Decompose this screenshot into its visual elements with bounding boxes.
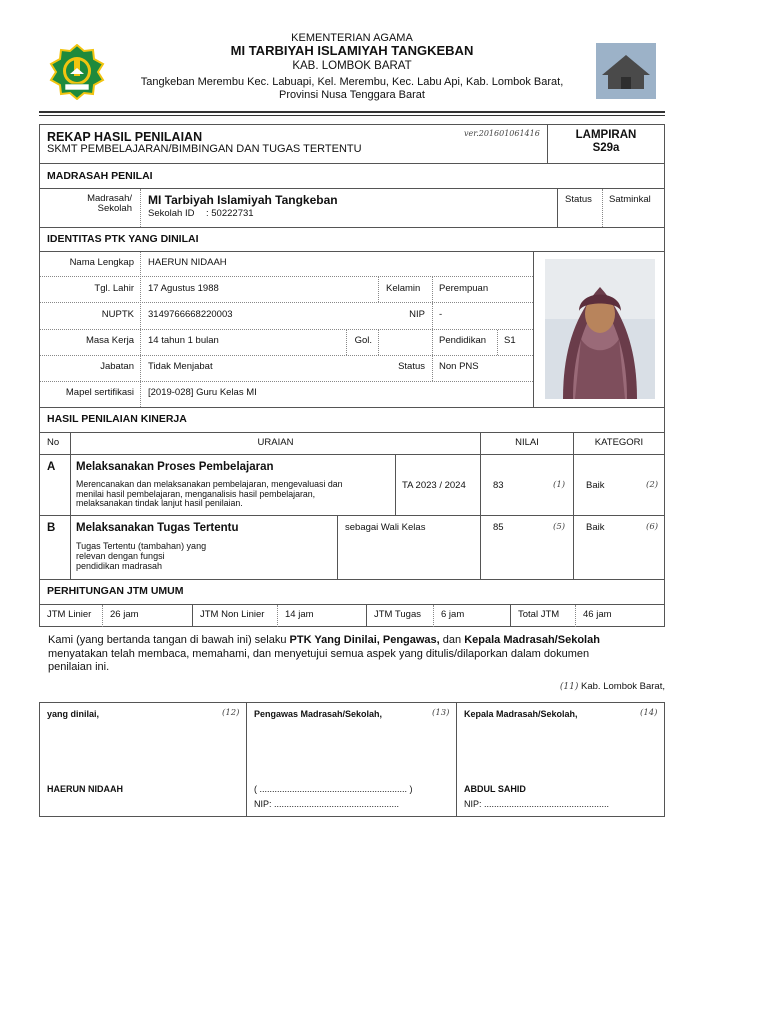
ptk-status-label: Status [398, 361, 425, 372]
row-a-kategori: Baik [586, 480, 605, 491]
jtm-linier-label: JTM Linier [47, 609, 92, 620]
jtm-total-value: 46 jam [583, 609, 612, 620]
place-date: (11) Kab. Lombok Barat, [559, 681, 665, 692]
jtm-nonlinier-label: JTM Non Linier [200, 609, 265, 620]
row-b-no: B [47, 522, 56, 534]
kelamin-value: Perempuan [439, 283, 489, 294]
row-a-num1: (1) [553, 480, 566, 490]
row-b-nilai: 85 [493, 522, 504, 533]
lahir-value: 17 Agustus 1988 [148, 283, 219, 294]
ministry-name: KEMENTERIAN AGAMA [291, 32, 413, 44]
signature-box [39, 702, 665, 817]
row-a-period: TA 2023 / 2024 [402, 480, 466, 491]
col-nilai: NILAI [515, 437, 539, 448]
form-version: ver.201601061416 [464, 129, 540, 138]
pendidikan-label: Pendidikan [439, 335, 487, 346]
jtm-total-label: Total JTM [518, 609, 560, 620]
header-divider [39, 111, 665, 113]
nip-label: NIP [409, 309, 425, 320]
jtm-tugas-value: 6 jam [441, 609, 465, 620]
statement-text: Kami (yang bertanda tangan di bawah ini) selaku PTK Yang Dinilai, Pengawas, dan Kepala Madrasah/Sekolah menyatakan telah membaca, memahami, dan menyetujui semua aspek yang ditulis/dilaporkan dalam dokumen penilaian ini. [48, 634, 600, 673]
sig-pengawas-label: Pengawas Madrasah/Sekolah, [254, 709, 383, 719]
row-a-no: A [47, 461, 56, 473]
nuptk-value: 3149766668220003 [148, 309, 233, 320]
jabatan-value: Tidak Menjabat [148, 361, 213, 372]
nip-value: - [439, 309, 443, 320]
ministry-logo [48, 44, 106, 100]
sig-kepala-nip: NIP: .................................................. [464, 799, 610, 809]
lampiran-label: LAMPIRAN [575, 129, 637, 141]
school-address-line2: Provinsi Nusa Tenggara Barat [279, 89, 425, 101]
jtm-linier-value: 26 jam [110, 609, 139, 620]
title-box [39, 124, 665, 164]
lahir-label: Tgl. Lahir [94, 283, 134, 294]
nama-value: HAERUN NIDAAH [148, 257, 227, 268]
school-photo [596, 43, 656, 99]
school-address-line1: Tangkeban Merembu Kec. Labuapi, Kel. Merembu, Kec. Labu Api, Kab. Lombok Barat, [140, 76, 564, 88]
regency-name: KAB. LOMBOK BARAT [292, 60, 412, 72]
sig-kepala-name: ABDUL SAHID [464, 784, 526, 794]
row-a-nilai: 83 [493, 480, 504, 491]
row-b-desc: Tugas Tertentu (tambahan) yang relevan dengan fungsi pendidikan madrasah [76, 541, 207, 571]
mapel-value: [2019-028] Guru Kelas MI [148, 387, 257, 398]
school-id-label: Sekolah ID [148, 208, 195, 219]
header-divider-thin [39, 115, 665, 116]
row-b-role: sebagai Wali Kelas [345, 522, 426, 533]
row-b-num6: (6) [646, 522, 659, 532]
sig-pengawas-name: ( ........................................................... ) [254, 784, 413, 794]
pendidikan-value: S1 [504, 335, 516, 346]
row-b-kategori: Baik [586, 522, 605, 533]
section-ptk: IDENTITAS PTK YANG DINILAI [47, 233, 199, 245]
row-b-title: Melaksanakan Tugas Tertentu [76, 522, 239, 534]
col-kategori: KATEGORI [594, 437, 644, 448]
form-title: REKAP HASIL PENILAIAN [47, 130, 203, 144]
sig-ptk-num: (12) [222, 708, 240, 718]
ptk-status-value: Non PNS [439, 361, 479, 372]
row-a-num2: (2) [646, 480, 659, 490]
kelamin-label: Kelamin [386, 283, 421, 294]
jtm-tugas-label: JTM Tugas [374, 609, 421, 620]
madrasah-name: MI Tarbiyah Islamiyah Tangkeban [148, 193, 338, 207]
madrasah-label: Madrasah/ Sekolah [87, 193, 132, 214]
col-no: No [47, 437, 60, 448]
mapel-label: Mapel sertifikasi [65, 387, 134, 398]
sig-kepala-label: Kepala Madrasah/Sekolah, [464, 709, 578, 719]
row-a-desc: Merencanakan dan melaksanakan pembelajaran, mengevaluasi dan menilai hasil pembelajaran, menganalisis hasil pembelajaran, melaksanakan tindak lanjut hasil penilaian. [76, 479, 343, 508]
school-id-value: : 50222731 [206, 208, 254, 219]
sig-ptk-name: HAERUN NIDAAH [47, 784, 123, 794]
sig-ptk-label: yang dinilai, [47, 709, 100, 719]
col-uraian: URAIAN [257, 437, 294, 448]
sig-pengawas-nip: NIP: .................................................. [254, 799, 400, 809]
gol-label: Gol. [354, 335, 372, 346]
form-body [39, 163, 665, 627]
masa-kerja-value: 14 tahun 1 bulan [148, 335, 219, 346]
madrasah-status-value: Satminkal [609, 194, 651, 205]
sig-kepala-num: (14) [640, 708, 658, 718]
sig-pengawas-num: (13) [432, 708, 450, 718]
section-jtm: PERHITUNGAN JTM UMUM [47, 585, 184, 597]
row-a-title: Melaksanakan Proses Pembelajaran [76, 461, 274, 473]
madrasah-status-label: Status [565, 194, 592, 205]
nuptk-label: NUPTK [101, 309, 134, 320]
school-name: MI TARBIYAH ISLAMIYAH TANGKEBAN [230, 43, 474, 58]
row-b-num5: (5) [553, 522, 566, 532]
lampiran-code: S29a [592, 142, 620, 154]
section-kinerja: HASIL PENILAIAN KINERJA [47, 413, 187, 425]
masa-kerja-label: Masa Kerja [85, 335, 134, 346]
jtm-nonlinier-value: 14 jam [285, 609, 314, 620]
nama-label: Nama Lengkap [69, 257, 134, 268]
jabatan-label: Jabatan [100, 361, 134, 372]
ptk-photo [545, 259, 655, 399]
section-madrasah: MADRASAH PENILAI [47, 170, 153, 182]
form-subtitle: SKMT PEMBELAJARAN/BIMBINGAN DAN TUGAS TERTENTU [47, 143, 362, 155]
